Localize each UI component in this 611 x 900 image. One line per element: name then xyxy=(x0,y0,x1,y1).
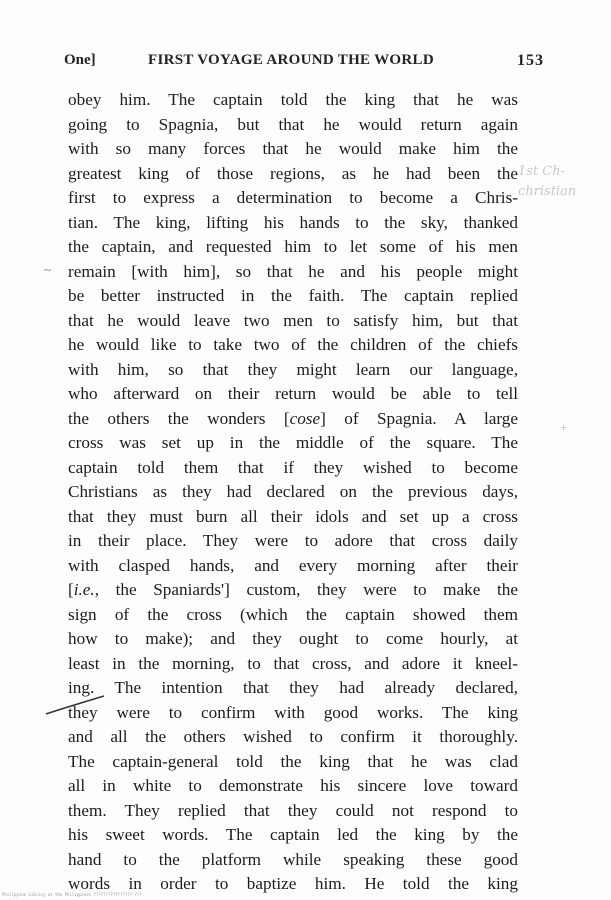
text-line: ing. The intention that they had already declared, xyxy=(68,678,518,697)
text-line: the captain, and requested him to let some of his men xyxy=(68,237,518,256)
text-line: greatest king of those regions, as he had been the xyxy=(68,163,518,183)
scan-footer: Philippine Library at the Philippines ???????????????? ??? xyxy=(2,892,142,897)
text-line: words in order to baptize him. He told the king xyxy=(68,874,518,893)
text-line: cross was set up in the middle of the square. The xyxy=(68,433,518,452)
text-line: obey him. The captain told the king that he was xyxy=(68,90,518,109)
pen-underline-stroke xyxy=(44,690,144,720)
text-line: Christians as they had declared on the previous days, xyxy=(68,482,518,501)
text-line: them. They replied that they could not respond to xyxy=(68,800,518,820)
running-header xyxy=(64,52,544,76)
text-line: The captain-general told the king that he was clad xyxy=(68,751,518,771)
text-line: [i.e., the Spaniards'] custom, they were to make the xyxy=(68,580,518,599)
text-line: and all the others wished to confirm it thoroughly. xyxy=(68,727,518,746)
text-line: with clasped hands, and every morning after their xyxy=(68,555,518,575)
text-line: who afterward on their return would be able to tell xyxy=(68,384,518,403)
text-line: in their place. They were to adore that cross daily xyxy=(68,531,518,550)
page-number: 153 xyxy=(517,52,544,69)
header-chapter-marker: One] xyxy=(64,52,96,68)
text-line: how to make); and they ought to come hourly, at xyxy=(68,629,518,648)
text-line: going to Spagnia, but that he would return again xyxy=(68,114,518,134)
text-line: that they must burn all their idols and set up a cross xyxy=(68,506,518,526)
text-line: the others the wonders [cose] of Spagnia. A large xyxy=(68,408,518,428)
text-line: be better instructed in the faith. The captain replied xyxy=(68,286,518,305)
text-line: least in the morning, to that cross, and adore it kneel- xyxy=(68,653,518,673)
text-line: that he would leave two men to satisfy him, but that xyxy=(68,310,518,330)
text-line: sign of the cross (which the captain showed them xyxy=(68,604,518,624)
text-line: with him, so that they might learn our language, xyxy=(68,359,518,379)
text-line: first to express a determination to become a Chris- xyxy=(68,188,518,207)
body-text xyxy=(68,88,518,897)
text-line: tian. The king, lifting his hands to the sky, thanked xyxy=(68,212,518,232)
handwritten-margin-note: 1st Ch- christian xyxy=(518,164,577,199)
text-line: remain [with him], so that he and his people might xyxy=(68,261,518,281)
text-line: he would like to take two of the children of the chiefs xyxy=(68,335,518,354)
text-line: with so many forces that he would make him the xyxy=(68,139,518,158)
margin-pencil-mark: ~ xyxy=(44,262,52,277)
text-line: his sweet words. The captain led the king by the xyxy=(68,825,518,844)
text-line: they were to confirm with good works. The king xyxy=(68,702,518,722)
margin-tick-mark: + xyxy=(560,420,567,434)
text-line: hand to the platform while speaking these good xyxy=(68,849,518,869)
header-title: FIRST VOYAGE AROUND THE WORLD xyxy=(148,52,434,68)
text-line: all in white to demonstrate his sincere love toward xyxy=(68,776,518,795)
text-line: captain told them that if they wished to become xyxy=(68,457,518,477)
